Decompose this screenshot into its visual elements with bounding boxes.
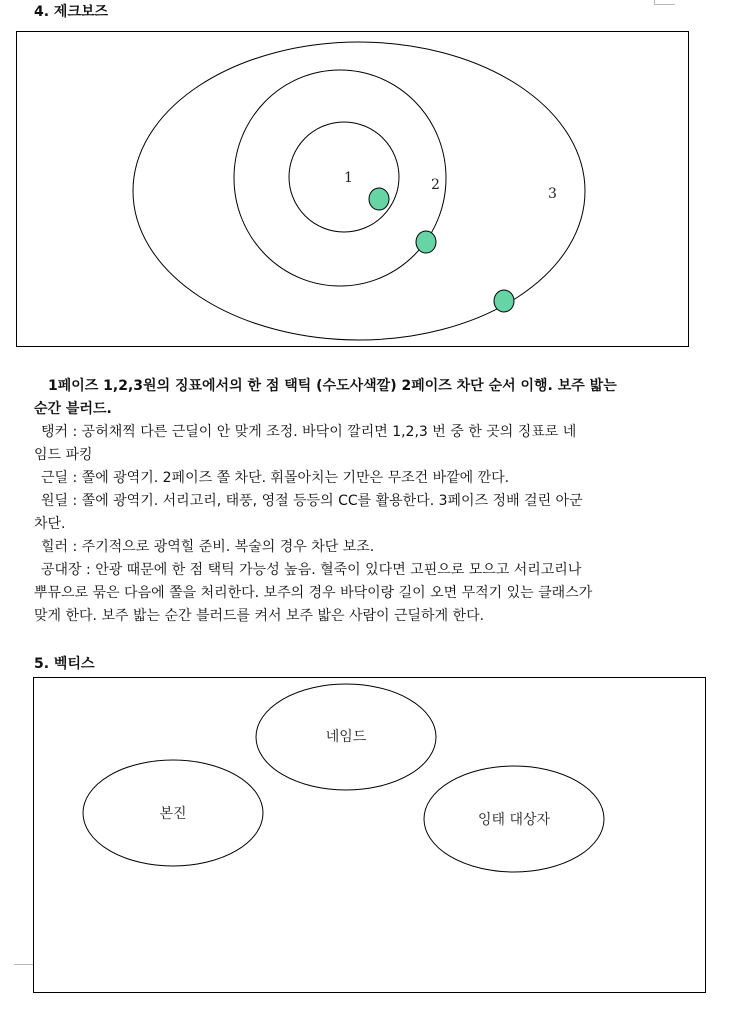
leader-line: 뿌뮤으로 묶은 다음에 쫄을 처리한다. 보주의 경우 바닥이랑 길이 오면 무적기 있는 클래스가 bbox=[34, 585, 593, 601]
page-corner-mark bbox=[654, 0, 675, 5]
role-line: 탱커 : 공허채찍 다른 근딜이 안 맞게 조정. 바닥이 깔리면 1,2,3 번 중 한 곳의 징표로 네 bbox=[41, 424, 577, 440]
position-marker bbox=[416, 231, 436, 253]
raid-leader-paragraph bbox=[34, 559, 656, 628]
role-healer bbox=[34, 536, 656, 559]
ring-1-label: 1 bbox=[344, 170, 353, 186]
role-melee bbox=[34, 467, 656, 490]
diagram-frame bbox=[34, 678, 706, 993]
role-line: 근딜 : 쫄에 광역기. 2페이즈 쫄 차단. 휘몰아치는 기만은 무조건 바깥에 깐다. bbox=[41, 470, 510, 486]
position-marker bbox=[494, 290, 514, 312]
section-4-diagram bbox=[16, 31, 690, 347]
main-group-label: 본진 bbox=[159, 806, 187, 822]
intro-paragraph bbox=[34, 375, 656, 421]
role-line: 원딜 : 쫄에 광역기. 서리고리, 태풍, 영절 등등의 CC를 활용한다. 3페이즈 정배 걸린 아군 bbox=[41, 493, 583, 509]
diagram-frame bbox=[17, 32, 689, 347]
role-tank bbox=[34, 421, 656, 467]
role-ranged bbox=[34, 490, 656, 536]
intro-line: 1페이즈 1,2,3원의 징표에서의 한 점 택틱 (수도사색깔) 2페이즈 차단 순서 이행. 보주 밟는 bbox=[48, 378, 617, 394]
impregnation-target-label: 잉태 대상자 bbox=[477, 812, 551, 828]
section-5-title: 5. 벡티스 bbox=[34, 656, 95, 672]
leader-line: 맞게 한다. 보주 밟는 순간 블러드를 켜서 보주 밟은 사람이 근딜하게 한다. bbox=[34, 608, 485, 624]
intro-line: 순간 블러드. bbox=[34, 401, 112, 417]
leader-line: 공대장 : 안광 때문에 한 점 택틱 가능성 높음. 혈죽이 있다면 고핀으로 모으고 서리고리나 bbox=[41, 562, 582, 578]
section-4-title: 4. 제크보즈 bbox=[34, 4, 109, 20]
position-marker bbox=[369, 188, 389, 210]
section-5-heading bbox=[34, 655, 95, 673]
role-line: 차단. bbox=[34, 516, 66, 532]
ring-3-label: 3 bbox=[548, 186, 557, 202]
section-5-diagram bbox=[33, 677, 707, 994]
section-4-heading bbox=[34, 3, 108, 21]
role-line: 힐러 : 주기적으로 광역힐 준비. 복술의 경우 차단 보조. bbox=[41, 539, 375, 555]
ring-2-label: 2 bbox=[431, 177, 440, 193]
page-corner-mark bbox=[14, 964, 34, 971]
boss-label: 네임드 bbox=[325, 729, 367, 745]
role-line: 임드 파킹 bbox=[34, 447, 93, 463]
